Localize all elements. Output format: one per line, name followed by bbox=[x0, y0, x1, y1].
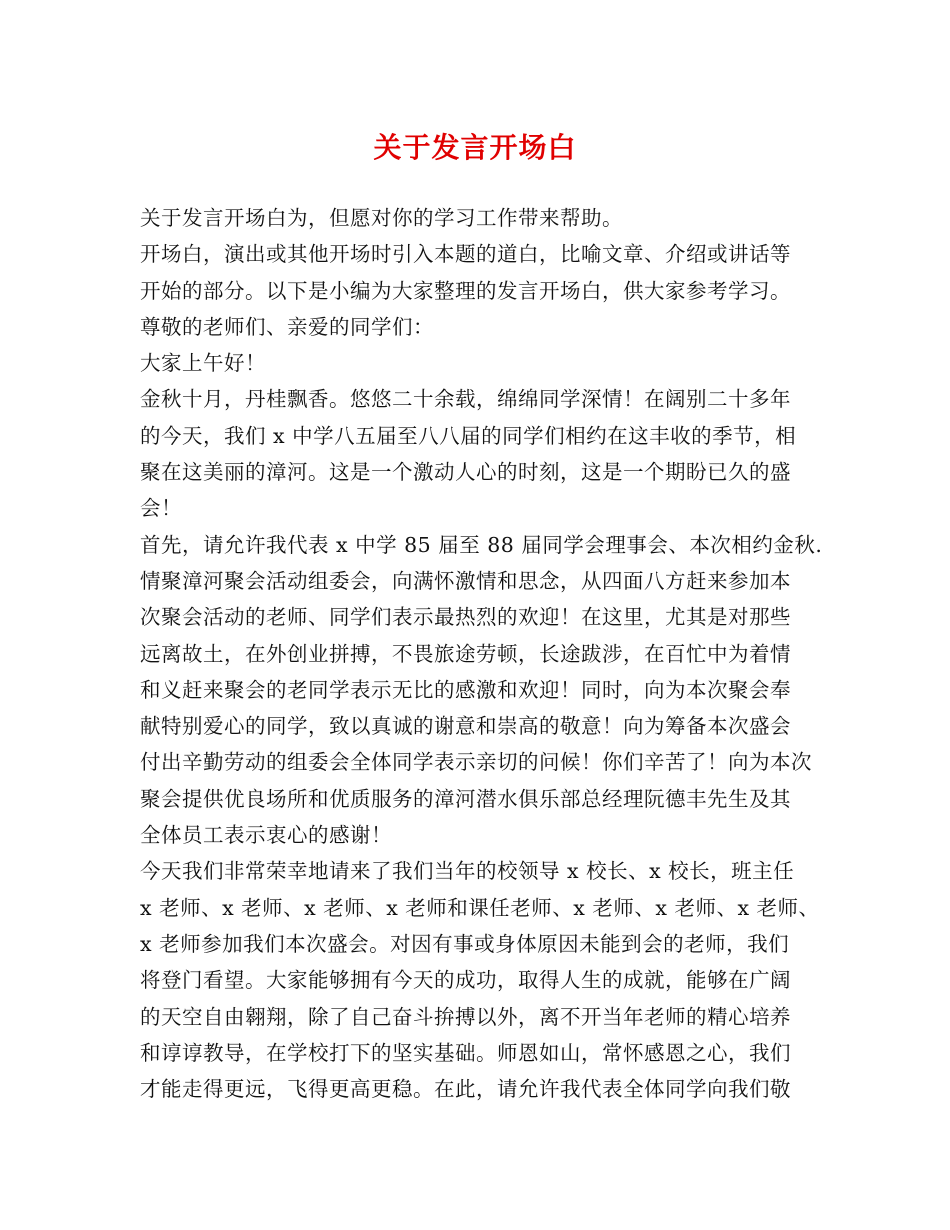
text-line: 和义赶来聚会的老同学表示无比的感激和欢迎！同时，向为本次聚会奉 bbox=[140, 677, 791, 702]
text-line: 情聚漳河聚会活动组委会，向满怀激情和思念，从四面八方赶来参加本 bbox=[140, 568, 791, 593]
text-line: 金秋十月，丹桂飘香。悠悠二十余载，绵绵同学深情！在阔别二十多年 bbox=[140, 387, 791, 412]
text-line: 的今天，我们 x 中学八五届至八八届的同学们相约在这丰收的季节，相 bbox=[140, 423, 797, 448]
text-line: 远离故土，在外创业拼搏，不畏旅途劳顿，长途跋涉，在百忙中为着情 bbox=[140, 641, 791, 666]
text-line: 全体员工表示衷心的感谢！ bbox=[140, 823, 392, 848]
text-line: 开场白，演出或其他开场时引入本题的道白，比喻文章、介绍或讲话等 bbox=[140, 242, 791, 267]
text-line: 将登门看望。大家能够拥有今天的成功，取得人生的成就，能够在广阔 bbox=[140, 968, 791, 993]
text-line: 和谆谆教导，在学校打下的坚实基础。师恩如山，常怀感恩之心，我们 bbox=[140, 1040, 791, 1065]
text-line: 聚会提供优良场所和优质服务的漳河潜水俱乐部总经理阮德丰先生及其 bbox=[140, 786, 791, 811]
text-line: 尊敬的老师们、亲爱的同学们： bbox=[140, 314, 434, 339]
text-line: x 老师、x 老师、x 老师、x 老师和课任老师、x 老师、x 老师、x 老师、 bbox=[140, 895, 820, 920]
text-line: 今天我们非常荣幸地请来了我们当年的校领导 x 校长、x 校长，班主任 bbox=[140, 859, 795, 884]
text-line: 开始的部分。以下是小编为大家整理的发言开场白，供大家参考学习。 bbox=[140, 278, 791, 303]
text-line: 首先，请允许我代表 x 中学 85 届至 88 届同学会理事会、本次相约金秋. bbox=[140, 532, 823, 557]
document-body bbox=[140, 200, 830, 1107]
text-line: 次聚会活动的老师、同学们表示最热烈的欢迎！在这里，尤其是对那些 bbox=[140, 605, 791, 630]
document-title: 关于发言开场白 bbox=[373, 131, 577, 164]
text-line: x 老师参加我们本次盛会。对因有事或身体原因未能到会的老师，我们 bbox=[140, 931, 790, 956]
text-line: 大家上午好！ bbox=[140, 351, 266, 376]
text-line: 的天空自由翱翔，除了自己奋斗拚搏以外，离不开当年老师的精心培养 bbox=[140, 1004, 791, 1029]
text-line: 会！ bbox=[140, 496, 182, 521]
text-line: 聚在这美丽的漳河。这是一个激动人心的时刻，这是一个期盼已久的盛 bbox=[140, 460, 791, 485]
text-line: 付出辛勤劳动的组委会全体同学表示亲切的问候！你们辛苦了！向为本次 bbox=[140, 750, 812, 775]
text-line: 献特别爱心的同学，致以真诚的谢意和崇高的敬意！向为筹备本次盛会 bbox=[140, 714, 791, 739]
text-line: 才能走得更远，飞得更高更稳。在此，请允许我代表全体同学向我们敬 bbox=[140, 1077, 791, 1102]
text-line: 关于发言开场白为，但愿对你的学习工作带来帮助。 bbox=[140, 206, 623, 230]
